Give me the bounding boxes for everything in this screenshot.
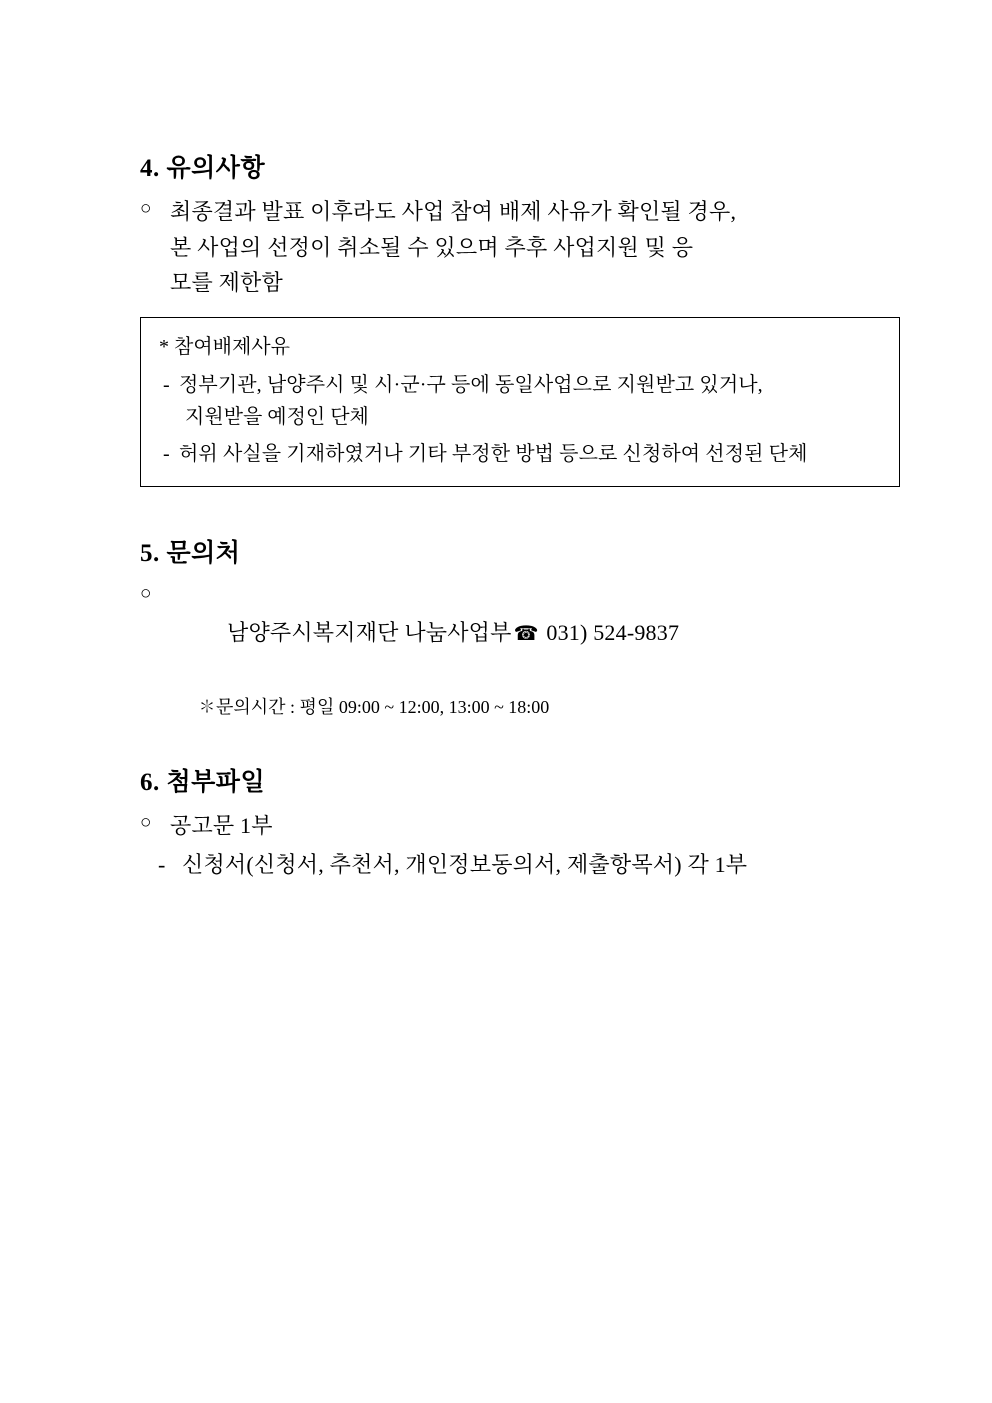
section-attachments	[140, 762, 940, 883]
section-notices	[140, 148, 940, 487]
contact-hours: ✽문의시간 : 평일 09:00 ~ 12:00, 13:00 ~ 18:00	[198, 696, 550, 717]
attachment-bullet	[140, 808, 940, 844]
attachment-bullet-text: 공고문 1부	[170, 812, 273, 838]
section-contact	[140, 533, 940, 722]
notice-bullet-line-3: 모를 제한함	[170, 270, 283, 296]
notice-bullet	[140, 194, 940, 230]
exclusion-box-title: * 참여배제사유	[159, 335, 290, 358]
attachment-sub-text: 신청서(신청서, 추천서, 개인정보동의서, 제출항목서) 각 1부	[182, 852, 748, 878]
circle-bullet-icon: ○	[140, 583, 152, 605]
section-spacer	[140, 487, 940, 533]
contact-phone-number: 031) 524-9837	[546, 619, 680, 645]
notice-bullet-line-2: 본 사업의 선정이 취소될 수 있으며 추후 사업지원 및 응	[170, 234, 694, 260]
exclusion-item	[157, 438, 883, 470]
section-4-heading: 4. 유의사항	[140, 155, 266, 182]
contact-line	[140, 579, 940, 686]
dash-icon: -	[158, 852, 166, 878]
circle-bullet-icon: ○	[140, 198, 152, 219]
exclusion-reasons-box	[140, 317, 900, 487]
dash-icon: -	[163, 373, 170, 396]
exclusion-item-1-line-2: 지원받을 예정인 단체	[185, 406, 369, 429]
exclusion-item-2-line-1: 허위 사실을 기재하였거나 기타 부정한 방법 등으로 신청하여 선정된 단체	[179, 442, 808, 465]
contact-organization: 남양주시복지재단 나눔사업부	[227, 619, 512, 645]
section-spacer	[140, 722, 940, 762]
exclusion-item	[157, 369, 883, 401]
notice-bullet-line-1: 최종결과 발표 이후라도 사업 참여 배제 사유가 확인될 경우,	[170, 199, 737, 224]
exclusion-item-1-line-1: 정부기관, 남양주시 및 시·군·구 등에 동일사업으로 지원받고 있거나,	[179, 373, 763, 396]
dash-icon: -	[163, 442, 170, 465]
attachment-sub-item	[158, 847, 940, 883]
telephone-icon: ☎	[513, 622, 539, 645]
section-6-heading: 6. 첨부파일	[140, 768, 266, 796]
section-5-heading: 5. 문의처	[140, 540, 241, 568]
circle-bullet-icon: ○	[140, 811, 152, 833]
document-content	[140, 148, 940, 883]
